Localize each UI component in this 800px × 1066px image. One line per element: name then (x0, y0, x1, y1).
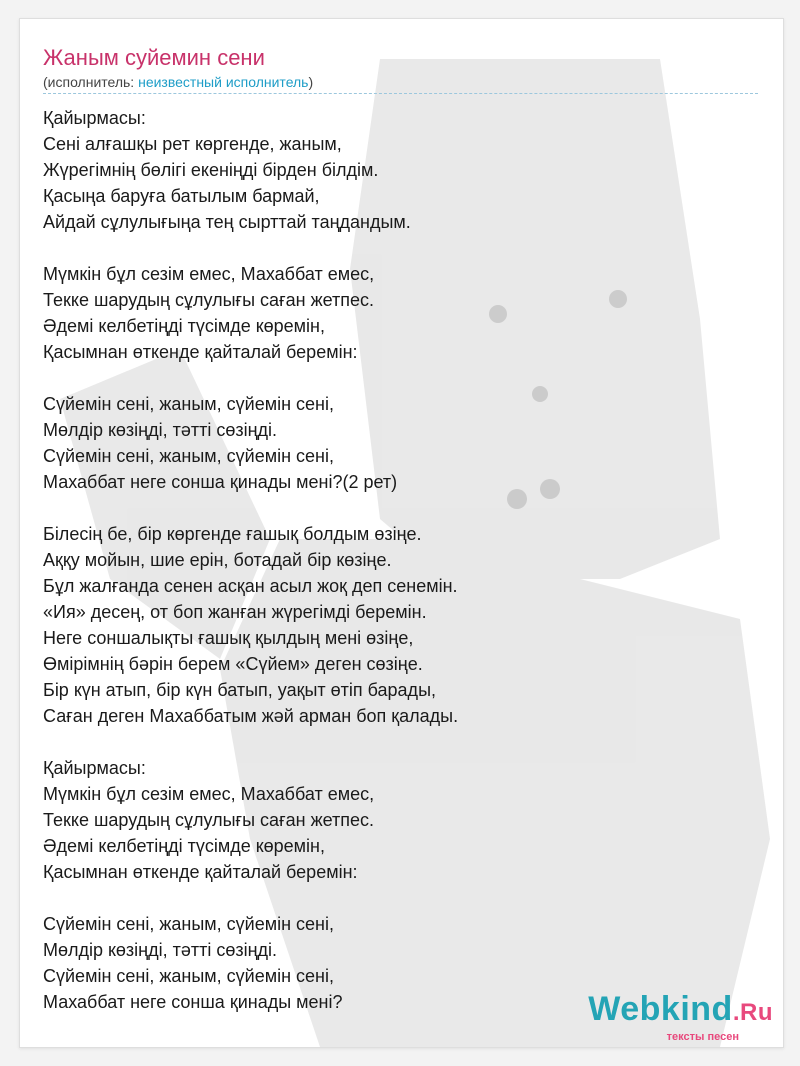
lyric-line: Қасымнан өткенде қайталай беремін: (43, 862, 358, 882)
lyric-line: Қайырмасы: (43, 758, 146, 778)
lyric-line: Бір күн атып, бір күн батып, уақыт өтіп барады, (43, 680, 437, 700)
lyric-line: Әдемі келбетіңді түсімде көремін, (43, 836, 325, 856)
lyrics-stanza (43, 105, 763, 235)
lyric-line: Аққу мойын, шие ерін, ботадай бір көзіңе. (43, 550, 392, 570)
logo-tld: .Ru (732, 999, 773, 1026)
artist-prefix: (исполнитель: (43, 74, 139, 90)
lyrics-text (43, 105, 763, 1041)
lyric-line: Мүмкін бұл сезім емес, Махаббат емес, (43, 264, 375, 284)
lyric-line: Мөлдір көзіңді, тәтті сөзіңді. (43, 940, 278, 960)
lyric-line: Мөлдір көзіңді, тәтті сөзіңді. (43, 420, 278, 440)
lyric-line: Текке шарудың сұлулығы саған жетпес. (43, 810, 375, 830)
artist-suffix: ) (308, 74, 314, 90)
logo-main-text: Webkind (588, 990, 733, 1028)
lyrics-stanza (43, 261, 763, 365)
lyric-line: Қасымнан өткенде қайталай беремін: (43, 342, 358, 362)
lyrics-card (19, 18, 784, 1048)
lyric-line: Қайырмасы: (43, 108, 146, 128)
lyric-line: Неге соншалықты ғашық қылдың мені өзіңе, (43, 628, 414, 648)
lyric-line: Сүйемін сені, жаным, сүйемін сені, (43, 914, 334, 934)
lyric-line: Текке шарудың сұлулығы саған жетпес. (43, 290, 375, 310)
webkind-logo[interactable] (588, 991, 773, 1043)
lyric-line: Махаббат неге сонша қинады мені?(2 рет) (43, 472, 398, 492)
lyric-line: Сүйемін сені, жаным, сүйемін сені, (43, 966, 334, 986)
lyric-line: Саған деген Махаббатым жәй арман боп қалады. (43, 706, 459, 726)
lyric-line: Сүйемін сені, жаным, сүйемін сені, (43, 446, 334, 466)
song-title: Жаным суйемин сени (43, 45, 265, 70)
lyric-line: Махаббат неге сонша қинады мені? (43, 992, 343, 1012)
artist-link[interactable]: неизвестный исполнитель (138, 74, 309, 90)
lyric-line: Бұл жалғанда сенен асқан асыл жоқ деп сенемін. (43, 576, 458, 596)
lyrics-stanza (43, 391, 763, 495)
logo-wordmark (588, 991, 773, 1031)
lyric-line: «Ия» десең, от боп жанған жүрегімді беремін. (43, 602, 427, 622)
lyric-line: Білесің бе, бір көргенде ғашық болдым өзіңе. (43, 524, 422, 544)
lyrics-stanza (43, 521, 763, 729)
lyric-line: Қасыңа баруға батылым бармай, (43, 186, 320, 206)
lyric-line: Жүрегімнің бөлігі екеніңді бірден білдім. (43, 160, 379, 180)
lyric-line: Айдай сұлулығыңа тең сырттай таңдандым. (43, 212, 411, 232)
dashed-divider (43, 93, 758, 94)
artist-line (43, 74, 313, 90)
logo-tagline: тексты песен (666, 1031, 739, 1043)
lyric-line: Өмірімнің бәрін берем «Сүйем» деген сөзіңе. (43, 654, 423, 674)
lyrics-stanza (43, 755, 763, 885)
lyric-line: Сені алғашқы рет көргенде, жаным, (43, 134, 342, 154)
lyric-line: Мүмкін бұл сезім емес, Махаббат емес, (43, 784, 375, 804)
lyric-line: Әдемі келбетіңді түсімде көремін, (43, 316, 325, 336)
lyric-line: Сүйемін сені, жаным, сүйемін сені, (43, 394, 334, 414)
